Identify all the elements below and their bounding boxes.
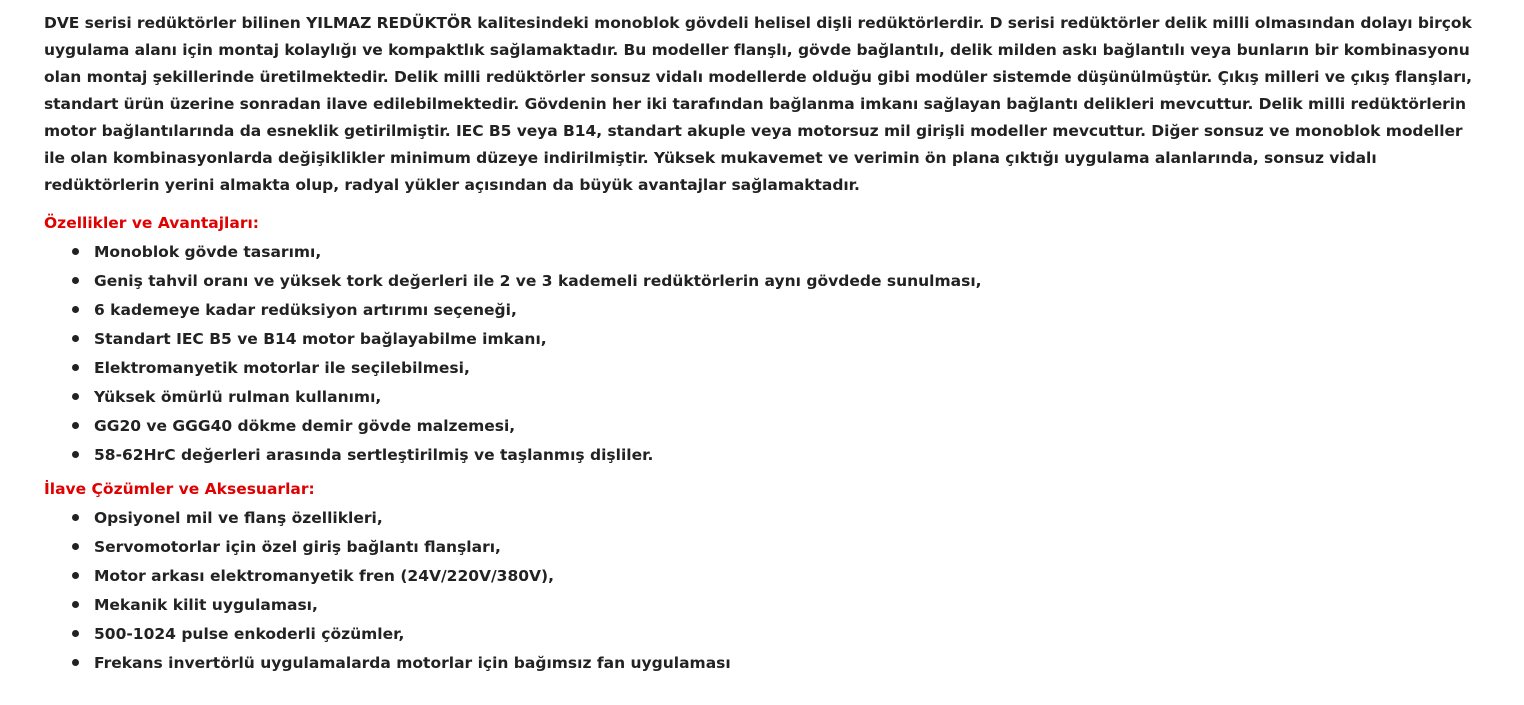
list-item	[44, 383, 1484, 412]
bullet-icon	[72, 451, 79, 458]
bullet-icon	[72, 277, 79, 284]
list-item-text: Servomotorlar için özel giriş bağlantı flanşları,	[94, 538, 501, 556]
list-item	[44, 412, 1484, 441]
bullet-icon	[72, 543, 79, 550]
bullet-icon	[72, 572, 79, 579]
bullet-icon	[72, 335, 79, 342]
bullet-icon	[72, 306, 79, 313]
list-item-text: Motor arkası elektromanyetik fren (24V/220V/380V),	[94, 567, 554, 585]
list-item	[44, 504, 1484, 533]
bullet-icon	[72, 630, 79, 637]
list-item	[44, 620, 1484, 649]
list-item-text: Elektromanyetik motorlar ile seçilebilmesi,	[94, 359, 470, 377]
list-item	[44, 649, 1484, 678]
list-item	[44, 562, 1484, 591]
bullet-icon	[72, 601, 79, 608]
bullet-icon	[72, 248, 79, 255]
accessories-list	[44, 504, 1484, 678]
list-item	[44, 267, 1484, 296]
list-item	[44, 238, 1484, 267]
list-item-text: 500-1024 pulse enkoderli çözümler,	[94, 625, 405, 643]
list-item-text: Monoblok gövde tasarımı,	[94, 243, 322, 261]
list-item-text: Frekans invertörlü uygulamalarda motorlar için bağımsız fan uygulaması	[94, 654, 731, 672]
list-item-text: Standart IEC B5 ve B14 motor bağlayabilme imkanı,	[94, 330, 547, 348]
intro-paragraph: DVE serisi redüktörler bilinen YILMAZ REDÜKTÖR kalitesindeki monoblok gövdeli helisel dişli redüktörlerdir. D serisi redüktörler delik milli olmasından dolayı birçok uygulama alanı için montaj kolaylığı ve kompaktlık sağlamaktadır. Bu modeller flanşlı, gövde bağlantılı, delik milden askı bağlantılı veya bunların bir kombinasyonu olan montaj şekillerinde üretilmektedir. Delik milli redüktörler sonsuz vidalı modellerde olduğu gibi modüler sistemde düşünülmüştür. Çıkış milleri ve çıkış flanşları, standart ürün üzerine sonradan ilave edilebilmektedir. Gövdenin her iki tarafından bağlanma imkanı sağlayan bağlantı delikleri mevcuttur. Delik milli redüktörlerin motor bağlantılarında da esneklik getirilmiştir. IEC B5 veya B14, standart akuple veya motorsuz mil girişli modeller mevcuttur. Diğer sonsuz ve monoblok modeller ile olan kombinasyonlarda değişiklikler minimum düzeye indirilmiştir. Yüksek mukavemet ve verimin ön plana çıktığı uygulama alanlarında, sonsuz vidalı redüktörlerin yerini almakta olup, radyal yükler açısından da büyük avantajlar sağlamaktadır.	[44, 14, 1472, 194]
bullet-icon	[72, 422, 79, 429]
list-item	[44, 354, 1484, 383]
list-item	[44, 441, 1484, 470]
accessories-title: İlave Çözümler ve Aksesuarlar:	[44, 480, 315, 498]
bullet-icon	[72, 364, 79, 371]
list-item-text: 6 kademeye kadar redüksiyon artırımı seçeneği,	[94, 301, 517, 319]
list-item-text: GG20 ve GGG40 dökme demir gövde malzemesi,	[94, 417, 516, 435]
list-item-text: Yüksek ömürlü rulman kullanımı,	[94, 388, 382, 406]
features-title: Özellikler ve Avantajları:	[44, 214, 259, 232]
list-item	[44, 533, 1484, 562]
list-item	[44, 325, 1484, 354]
bullet-icon	[72, 514, 79, 521]
list-item-text: Geniş tahvil oranı ve yüksek tork değerleri ile 2 ve 3 kademeli redüktörlerin aynı gövdede sunulması,	[94, 272, 982, 290]
list-item	[44, 296, 1484, 325]
list-item-text: Opsiyonel mil ve flanş özellikleri,	[94, 509, 383, 527]
product-description	[44, 10, 1484, 678]
bullet-icon	[72, 659, 79, 666]
list-item-text: Mekanik kilit uygulaması,	[94, 596, 318, 614]
bullet-icon	[72, 393, 79, 400]
list-item	[44, 591, 1484, 620]
list-item-text: 58-62HrC değerleri arasında sertleştirilmiş ve taşlanmış dişliler.	[94, 446, 654, 464]
features-list	[44, 238, 1484, 470]
